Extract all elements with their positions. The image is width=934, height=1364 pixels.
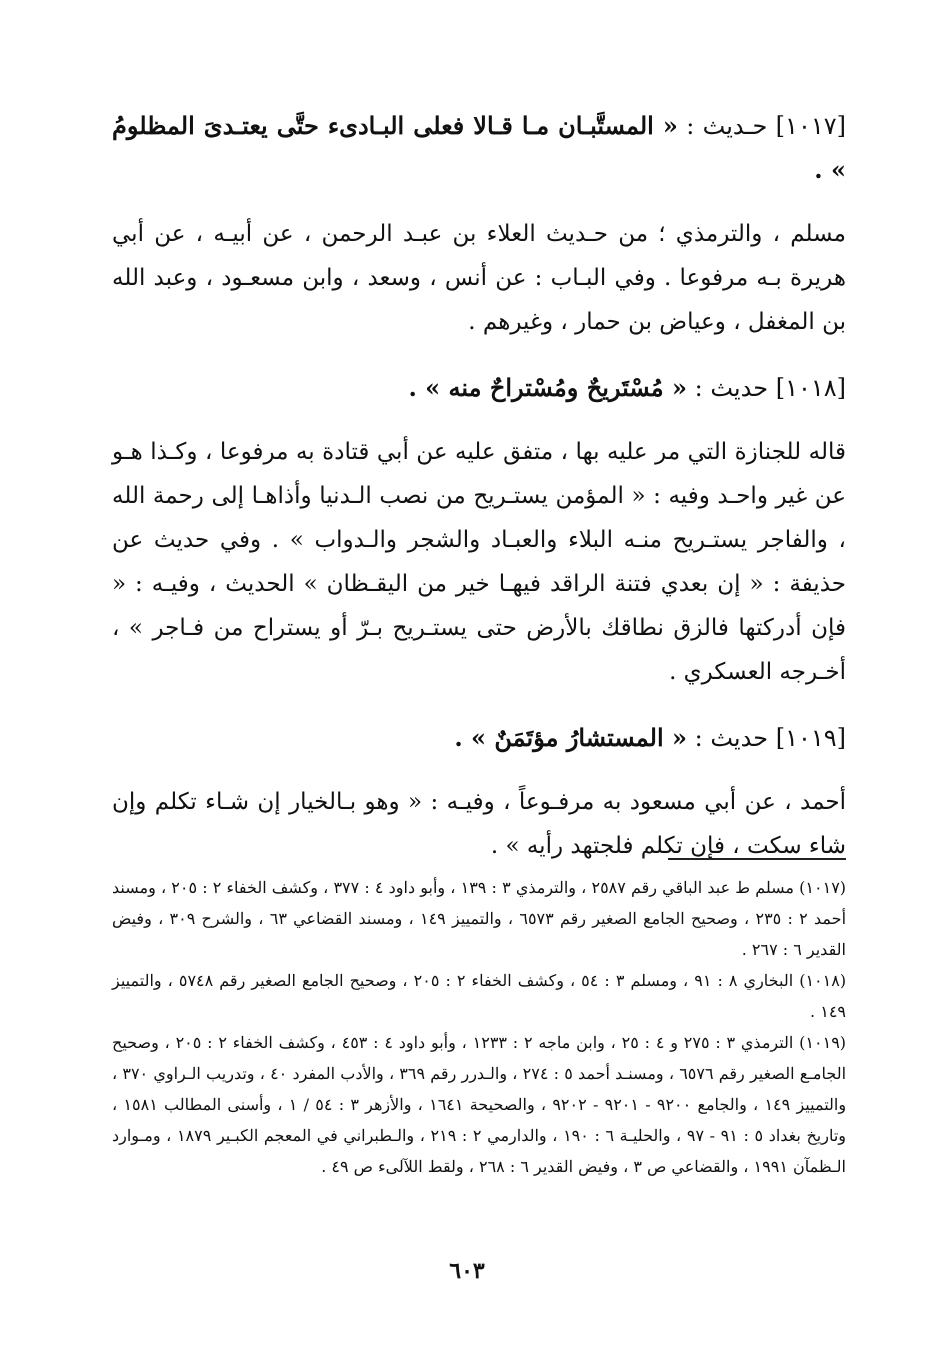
hadith-number: [١٠١٩] — [775, 724, 846, 752]
footnote-1018: (١٠١٨) البخاري ٨ : ٩١ ، ومسلم ٣ : ٥٤ ، وكشف الخفاء ٢ : ٢٠٥ ، وصحيح الجامع الصغير رقم ٥٧٤٨ ، والتمييز ١٤٩ . — [112, 971, 847, 1021]
hadith-commentary-1019: أحمد ، عن أبي مسعود به مرفـوعاً ، وفيـه : « وهو بـالخيار إن شـاء تكلم وإن شاء سكت ، فإن تكلم فلجتهد رأيه » . — [112, 789, 846, 859]
hadith-prefix: حـديث : — [686, 112, 768, 140]
hadith-heading-1019 — [112, 716, 846, 760]
hadith-commentary-1018: قاله للجنازة التي مر عليه بها ، متفق عليه عن أبي قتادة به مرفوعا ، وكـذا هـو عن غير واحـد وفيه : « المؤمن يستـريح من نصب الـدنيا وأذاهـا إلى رحمة الله ، والفاجر يستـريح منـه البلاء والعبـاد والشجر والـدواب » . وفي حديث عن حذيفة : « إن بعدي فتنة الراقد فيهـا خير من اليقـظان » الحديث ، وفيـه : « فإن أدركتها فالزق نطاقك بالأرض حتى يستـريح بـرّ أو يستراح من فـاجر » ، أخـرجه العسكري . — [112, 439, 846, 685]
footnote-1019: (١٠١٩) الترمذي ٣ : ٢٧٥ و ٤ : ٢٥ ، وابن ماجه ٢ : ١٢٣٣ ، وأبو داود ٤ : ٤٥٣ ، وكشف الخفاء ٢ : ٢٠٥ ، وصحيح الجامـع الصغير رقم ٦٥٧٦ ، ومسنـد أحمد ٥ : ٢٧٤ ، والـدرر رقم ٣٦٩ ، والأدب المفرد ٤٠ ، وتدريب الـراوي ٣٧٠ ، والتمييز ١٤٩ ، والجامع ٩٢٠٠ - ٩٢٠١ - ٩٢٠٢ ، والصحيحة ١٦٤١ ، والأزهر ٣ : ٥٤ / ١ ، وأسنى المطالب ١٥٨١ ، وتاريخ بغداد ٥ : ٩١ - ٩٧ ، والحليـة ٦ : ١٩٠ ، والدارمي ٢ : ٢١٩ ، والـطبراني في المعجم الكبـير ١٨٧٩ ، ومـوارد الـظمآن ١٩٩١ ، والقضاعي ص ٣ ، وفيض القدير ٦ : ٢٦٨ ، ولقط اللآلىء ص ٤٩ . — [112, 1033, 847, 1176]
hadith-heading-1018 — [112, 366, 846, 410]
hadith-number: [١٠١٨] — [775, 374, 846, 402]
hadith-text: « المستَّبـان مـا قـالا فعلى البـادىء حتَّى يعتـدىَ المظلومُ » . — [112, 111, 846, 184]
hadith-number: [١٠١٧] — [775, 112, 846, 140]
page-number: ٦٠٣ — [449, 1258, 485, 1284]
main-text — [112, 104, 846, 890]
footnote-1017: (١٠١٧) مسلم ط عبد الباقي رقم ٢٥٨٧ ، والترمذي ٣ : ١٣٩ ، وأبو داود ٤ : ٣٧٧ ، وكشف الخفاء ٢ : ٢٠٥ ، ومسند أحمد ٢ : ٢٣٥ ، وصحيح الجامع الصغير رقم ٦٥٧٣ ، والتمييز ١٤٩ ، ومسند القضاعي ٦٣ ، والشرح ٣٠٩ ، وفيض القدير ٦ : ٢٦٧ . — [112, 878, 847, 959]
hadith-text: « المستشارُ مؤتَمَنٌ » . — [454, 723, 687, 752]
hadith-prefix: حديث : — [694, 374, 769, 402]
footnote-divider — [668, 858, 846, 860]
hadith-text: « مُسْتَريحٌ ومُسْتراحٌ منه » . — [408, 373, 687, 402]
hadith-heading-1017 — [112, 104, 846, 192]
hadith-commentary-1017: مسلم ، والترمذي ؛ من حـديث العلاء بن عبـد الرحمن ، عن أبيـه ، عن أبي هريرة بـه مرفوعا . وفي البـاب : عن أنس ، وسعد ، وابن مسعـود ، وعبد الله بن المغفل ، وعياض بن حمار ، وغيرهم . — [112, 221, 846, 335]
footnotes — [112, 872, 846, 1182]
hadith-prefix: حديث : — [694, 724, 769, 752]
